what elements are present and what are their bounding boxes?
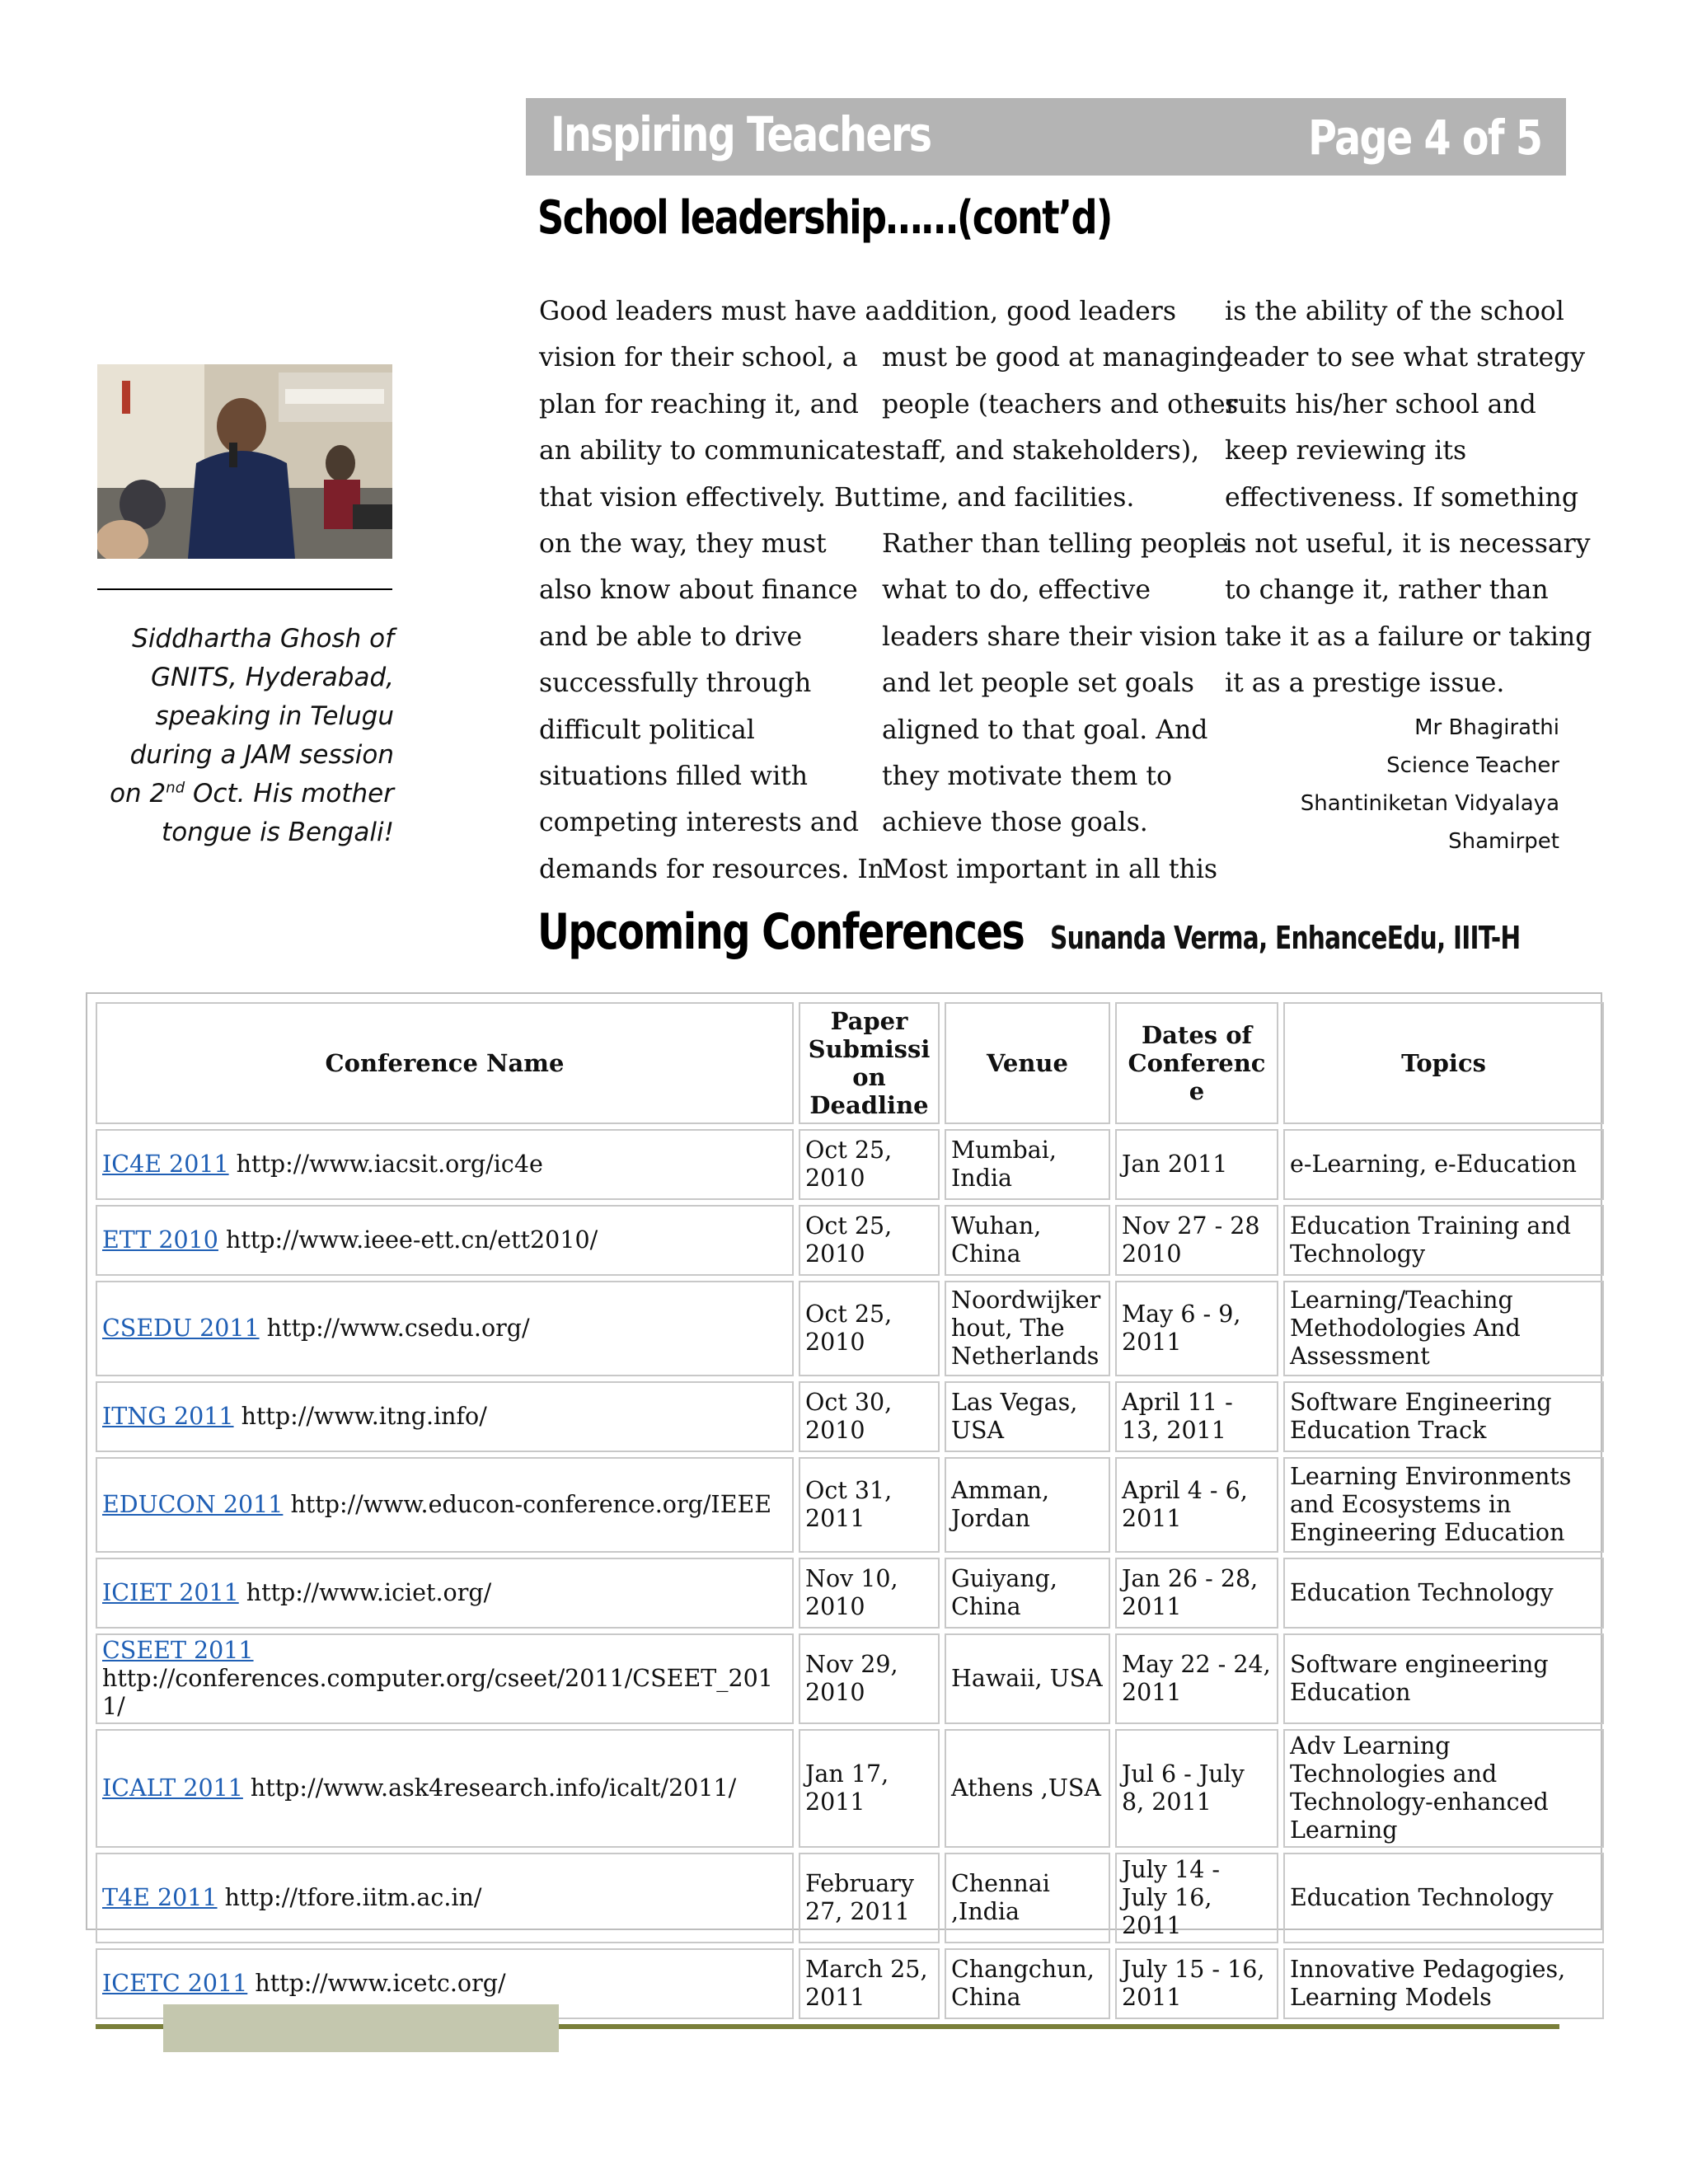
article-line: plan for reaching it, and <box>539 389 859 419</box>
conference-name-cell <box>96 1853 794 1943</box>
column-header-dates: Dates of Conference <box>1115 1002 1278 1124</box>
column-header-name: Conference Name <box>96 1002 794 1124</box>
topics-cell: Adv Learning Technologies and Technology-enhanced Learning <box>1283 1729 1604 1848</box>
table-row <box>96 1457 1604 1553</box>
column-header-topics: Topics <box>1283 1002 1604 1124</box>
topics-cell: Software Engineering Education Track <box>1283 1381 1604 1452</box>
table-row <box>96 1205 1604 1276</box>
article-line: difficult political <box>539 715 755 745</box>
venue-cell: Noordwijkerhout, The Netherlands <box>945 1281 1110 1376</box>
dates-cell: Jan 26 - 28, 2011 <box>1115 1558 1278 1629</box>
conference-url: http://www.ask4research.info/icalt/2011/ <box>250 1774 737 1802</box>
conference-link[interactable]: ITNG 2011 <box>102 1403 234 1430</box>
dates-cell: Jul 6 - July 8, 2011 <box>1115 1729 1278 1848</box>
deadline-cell: Jan 17, 2011 <box>799 1729 940 1848</box>
article-line: is the ability of the school <box>1225 297 1564 326</box>
venue-cell: Hawaii, USA <box>945 1633 1110 1724</box>
table-header-row <box>96 1002 1604 1124</box>
conference-link[interactable]: ICIET 2011 <box>102 1579 239 1606</box>
conference-url: http://www.educon-conference.org/IEEE <box>290 1491 772 1518</box>
topics-cell: e-Learning, e-Education <box>1283 1129 1604 1200</box>
article-column-3 <box>1225 288 1592 707</box>
dates-cell: April 11 - 13, 2011 <box>1115 1381 1278 1452</box>
conference-link[interactable]: IC4E 2011 <box>102 1151 229 1178</box>
conference-name-cell <box>96 1457 794 1553</box>
conference-name-cell <box>96 1205 794 1276</box>
dates-cell: Jan 2011 <box>1115 1129 1278 1200</box>
article-line: leader to see what strategy <box>1225 343 1586 373</box>
conference-name-cell <box>96 1281 794 1376</box>
caption-divider <box>97 588 392 590</box>
venue-cell: Changchun, China <box>945 1948 1110 2019</box>
conference-name-cell <box>96 1558 794 1629</box>
conference-url: http://conferences.computer.org/cseet/2011/CSEET_2011/ <box>102 1665 773 1720</box>
table-row <box>96 1853 1604 1943</box>
conference-url: http://www.iacsit.org/ic4e <box>236 1151 543 1178</box>
conference-url: http://tfore.iitm.ac.in/ <box>224 1884 482 1911</box>
article-line: must be good at managing <box>882 343 1233 373</box>
header-bar <box>526 98 1566 176</box>
topics-cell: Education Training and Technology <box>1283 1205 1604 1276</box>
conference-name-cell <box>96 1633 794 1724</box>
article-line: successfully through <box>539 668 812 699</box>
article-line: Rather than telling people <box>882 528 1229 559</box>
article-line: leaders share their vision <box>882 621 1217 652</box>
table-row <box>96 1381 1604 1452</box>
deadline-cell: Nov 10, 2010 <box>799 1558 940 1629</box>
deadline-cell: Oct 25, 2010 <box>799 1129 940 1200</box>
leadership-heading: School leadership……(cont’d) <box>537 191 1112 245</box>
dates-cell: May 6 - 9, 2011 <box>1115 1281 1278 1376</box>
footer-accent-block <box>163 2004 559 2052</box>
conferences-table-frame <box>86 992 1602 2011</box>
dates-cell: July 14 - July 16, 2011 <box>1115 1853 1278 1943</box>
venue-cell: Athens ,USA <box>945 1729 1110 1848</box>
article-line: vision for their school, a <box>539 343 858 373</box>
deadline-cell: March 25, 2011 <box>799 1948 940 2019</box>
conference-link[interactable]: ETT 2010 <box>102 1226 218 1254</box>
article-line: Most important in all this <box>882 854 1218 884</box>
caption-superscript: nd <box>166 779 185 797</box>
speaker-photo <box>97 364 392 559</box>
article-line: it as a prestige issue. <box>1225 668 1505 699</box>
conference-name-cell <box>96 1729 794 1848</box>
conference-url: http://www.itng.info/ <box>241 1403 487 1430</box>
article-line: addition, good leaders <box>882 297 1176 326</box>
table-row <box>96 1281 1604 1376</box>
signature-line: Shamirpet <box>1448 829 1559 854</box>
deadline-cell: February 27, 2011 <box>799 1853 940 1943</box>
conference-url: http://www.iciet.org/ <box>246 1579 492 1606</box>
conference-url: http://www.csedu.org/ <box>266 1315 530 1342</box>
article-line: keep reviewing its <box>1225 436 1467 466</box>
conference-url: http://www.ieee-ett.cn/ett2010/ <box>226 1226 598 1254</box>
article-line: to change it, rather than <box>1225 575 1549 606</box>
topics-cell: Education Technology <box>1283 1558 1604 1629</box>
article-line: staff, and stakeholders), <box>882 436 1200 466</box>
article-line: and be able to drive <box>539 621 803 652</box>
deadline-cell: Nov 29, 2010 <box>799 1633 940 1724</box>
dates-cell: April 4 - 6, 2011 <box>1115 1457 1278 1553</box>
author-signature <box>1220 709 1559 860</box>
article-line: and let people set goals <box>882 668 1194 699</box>
article-line: time, and facilities. <box>882 482 1135 513</box>
dates-cell: May 22 - 24, 2011 <box>1115 1633 1278 1724</box>
conference-link[interactable]: EDUCON 2011 <box>102 1491 284 1518</box>
conference-link[interactable]: ICETC 2011 <box>102 1970 248 1997</box>
conference-link[interactable]: T4E 2011 <box>102 1884 218 1911</box>
article-line: demands for resources. In <box>539 854 885 884</box>
column-header-deadline: Paper Submission Deadline <box>799 1002 940 1124</box>
article-line: that vision effectively. But <box>539 482 881 513</box>
table-row <box>96 1129 1604 1200</box>
deadline-cell: Oct 31, 2011 <box>799 1457 940 1553</box>
conferences-table <box>91 997 1609 2024</box>
article-line: aligned to that goal. And <box>882 715 1208 745</box>
article-line: people (teachers and other <box>882 389 1238 419</box>
table-row <box>96 1558 1604 1629</box>
article-line: achieve those goals. <box>882 808 1148 838</box>
dates-cell: July 15 - 16, 2011 <box>1115 1948 1278 2019</box>
venue-cell: Wuhan, China <box>945 1205 1110 1276</box>
topics-cell: Innovative Pedagogies, Learning Models <box>1283 1948 1604 2019</box>
venue-cell: Mumbai, India <box>945 1129 1110 1200</box>
topics-cell: Education Technology <box>1283 1853 1604 1943</box>
deadline-cell: Oct 25, 2010 <box>799 1281 940 1376</box>
article-line: take it as a failure or taking <box>1225 621 1592 652</box>
article-line: competing interests and <box>539 808 860 838</box>
article-line: Good leaders must have a <box>539 297 881 326</box>
topics-cell: Software engineering Education <box>1283 1633 1604 1724</box>
newsletter-title: Inspiring Teachers <box>551 106 931 162</box>
article-column-2 <box>882 288 1238 893</box>
article-line: on the way, they must <box>539 528 827 559</box>
venue-cell: Guiyang, China <box>945 1558 1110 1629</box>
conference-url: http://www.icetc.org/ <box>255 1970 506 1997</box>
topics-cell: Learning/Teaching Methodologies And Assessment <box>1283 1281 1604 1376</box>
signature-line: Shantiniketan Vidyalaya <box>1300 791 1559 816</box>
conference-link[interactable]: CSEDU 2011 <box>102 1315 260 1342</box>
table-row <box>96 1633 1604 1724</box>
article-line: effectiveness. If something <box>1225 482 1578 513</box>
page-number: Page 4 of 5 <box>1307 110 1541 166</box>
article-line: what to do, effective <box>882 575 1151 606</box>
article-line: also know about finance <box>539 575 858 606</box>
conference-link[interactable]: ICALT 2011 <box>102 1774 243 1802</box>
caption-text-end: Oct. His mother tongue is Bengali! <box>162 779 394 847</box>
conferences-byline: Sunanda Verma, EnhanceEdu, IIIT-H <box>1050 920 1521 956</box>
conference-link[interactable]: CSEET 2011 <box>102 1637 254 1664</box>
table-row <box>96 1729 1604 1848</box>
deadline-cell: Oct 25, 2010 <box>799 1205 940 1276</box>
article-line: an ability to communicate <box>539 436 882 466</box>
article-line: situations filled with <box>539 761 809 791</box>
conference-name-cell <box>96 1381 794 1452</box>
conferences-heading: Upcoming Conferences <box>537 903 1025 961</box>
signature-line: Science Teacher <box>1386 753 1559 778</box>
column-header-venue: Venue <box>945 1002 1110 1124</box>
photo-caption <box>97 620 394 852</box>
topics-cell: Learning Environments and Ecosystems in Engineering Education <box>1283 1457 1604 1553</box>
article-line: they motivate them to <box>882 761 1172 791</box>
conference-name-cell <box>96 1129 794 1200</box>
venue-cell: Chennai ,India <box>945 1853 1110 1943</box>
article-column-1 <box>539 288 885 893</box>
caption-text-start: Siddhartha Ghosh of GNITS, Hyderabad, speaking in Telugu during a JAM session on 2 <box>110 624 394 808</box>
deadline-cell: Oct 30, 2010 <box>799 1381 940 1452</box>
venue-cell: Las Vegas, USA <box>945 1381 1110 1452</box>
dates-cell: Nov 27 - 28 2010 <box>1115 1205 1278 1276</box>
article-line: suits his/her school and <box>1225 389 1536 419</box>
signature-line: Mr Bhagirathi <box>1414 715 1559 740</box>
venue-cell: Amman, Jordan <box>945 1457 1110 1553</box>
article-line: is not useful, it is necessary <box>1225 528 1591 559</box>
conferences-table-body <box>96 1129 1604 2019</box>
